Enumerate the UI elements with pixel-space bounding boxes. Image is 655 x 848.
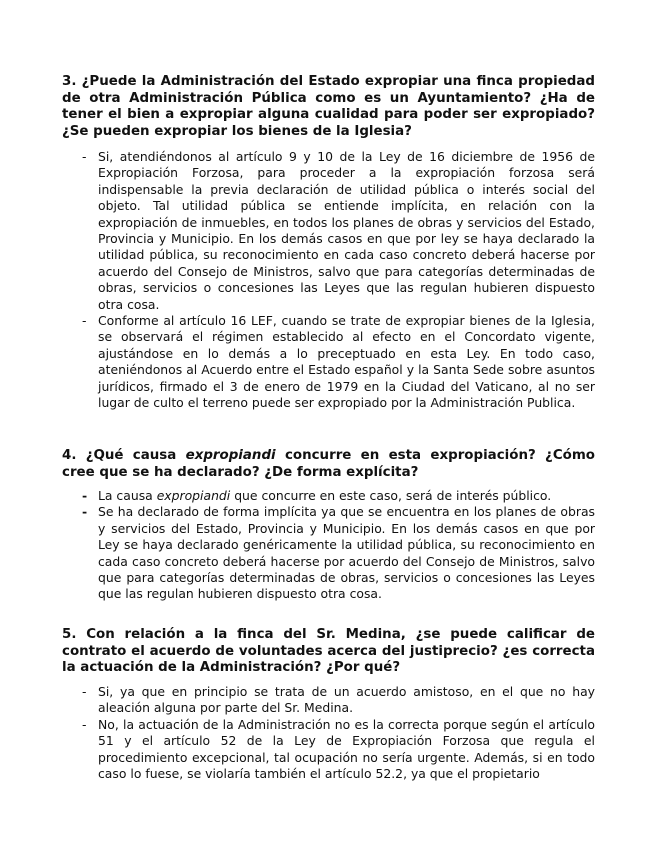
dash-bullet: - (82, 684, 87, 699)
answer-text (98, 488, 551, 503)
question-4-italic-term: expropiandi (185, 448, 276, 463)
answer-text: Conforme al artículo 16 LEF, cuando se trate de expropiar bienes de la Iglesia, se observará el régimen establecido al efecto en el Concordato vigente, ajustándose en lo demás a lo preceptuado en esta Ley. En todo caso, ateniéndonos al Acuerdo entre el Estado español y la Santa Sede sobre asuntos jurídicos, firmado el 3 de enero de 1979 en la Ciudad del Vaticano, al no ser lugar de culto el terreno puede ser expropiado por la Administración Publica. (98, 313, 595, 411)
question-5-heading: 5. Con relación a la finca del Sr. Medina, ¿se puede calificar de contrato el acuerdo de voluntades acerca del justiprecio? ¿es correcta la actuación de la Administración? ¿Por qué? (62, 627, 595, 675)
list-item (62, 684, 595, 717)
answer-text: Si, atendiéndonos al artículo 9 y 10 de la Ley de 16 diciembre de 1956 de Expropiación Forzosa, para proceder a la expropiación forzosa será indispensable la previa declaración de utilidad pública o interés social del objeto. Tal utilidad pública se entiende implícita, en relación con la expropiación de inmuebles, en todos los planes de obras y servicios del Estado, Provincia y Municipio. En los demás casos en que por ley se haya declarado la utilidad pública, su reconocimiento en cada caso concreto deberá hacerse por acuerdo del Consejo de Ministros, salvo que para categorías determinadas de obras, servicios o concesiones las Leyes que las regulan hubieren dispuesto otra cosa. (98, 149, 595, 312)
answer-text: No, la actuación de la Administración no es la correcta porque según el artículo 51 y el artículo 52 de la Ley de Expropiación Forzosa que regula el procedimiento excepcional, tal ocupación no sería urgente. Además, si en todo caso lo fuese, se violaría también el artículo 52.2, ya que el propietario (98, 716, 595, 782)
dash-bullet: - (82, 488, 88, 503)
answer-suffix: que concurre en este caso, será de interés público. (230, 488, 552, 503)
question-4-heading (62, 448, 595, 481)
list-item (62, 504, 595, 602)
answer-italic-term: expropiandi (156, 488, 231, 503)
answer-prefix: La causa (98, 488, 157, 503)
question-4-prefix: 4. ¿Qué causa (62, 448, 186, 463)
list-item (62, 313, 595, 411)
list-item (62, 717, 595, 783)
dash-bullet: - (82, 716, 87, 732)
list-item (62, 488, 595, 504)
answer-text: Si, ya que en principio se trata de un acuerdo amistoso, en el que no hay aleación alguna por parte del Sr. Medina. (98, 684, 595, 716)
answer-text: Se ha declarado de forma implícita ya que se encuentra en los planes de obras y servicios del Estado, Provincia y Municipio. En los demás casos en que por Ley se haya declarado genéricamente la utilidad pública, su reconocimiento en cada caso concreto deberá hacerse por acuerdo del Consejo de Ministros, salvo que para categorías determinadas de obras, servicios o concesiones las Leyes que las regulan hubieren dispuesto otra cosa. (98, 504, 595, 602)
question-3-answers (62, 149, 595, 412)
list-item (62, 149, 595, 313)
question-4-suffix: concurre en esta expropiación? ¿Cómo cree que se ha declarado? ¿De forma explícita? (62, 448, 596, 480)
question-5-answers (62, 684, 595, 782)
dash-bullet: - (82, 149, 87, 164)
question-4-answers (62, 488, 595, 603)
dash-bullet: - (82, 504, 88, 520)
dash-bullet: - (82, 313, 87, 329)
question-3-heading: 3. ¿Puede la Administración del Estado expropiar una finca propiedad de otra Administración Pública como es un Ayuntamiento? ¿Ha de tener el bien a expropiar alguna cualidad para poder ser expropiado? ¿Se pueden expropiar los bienes de la Iglesia? (62, 74, 595, 139)
